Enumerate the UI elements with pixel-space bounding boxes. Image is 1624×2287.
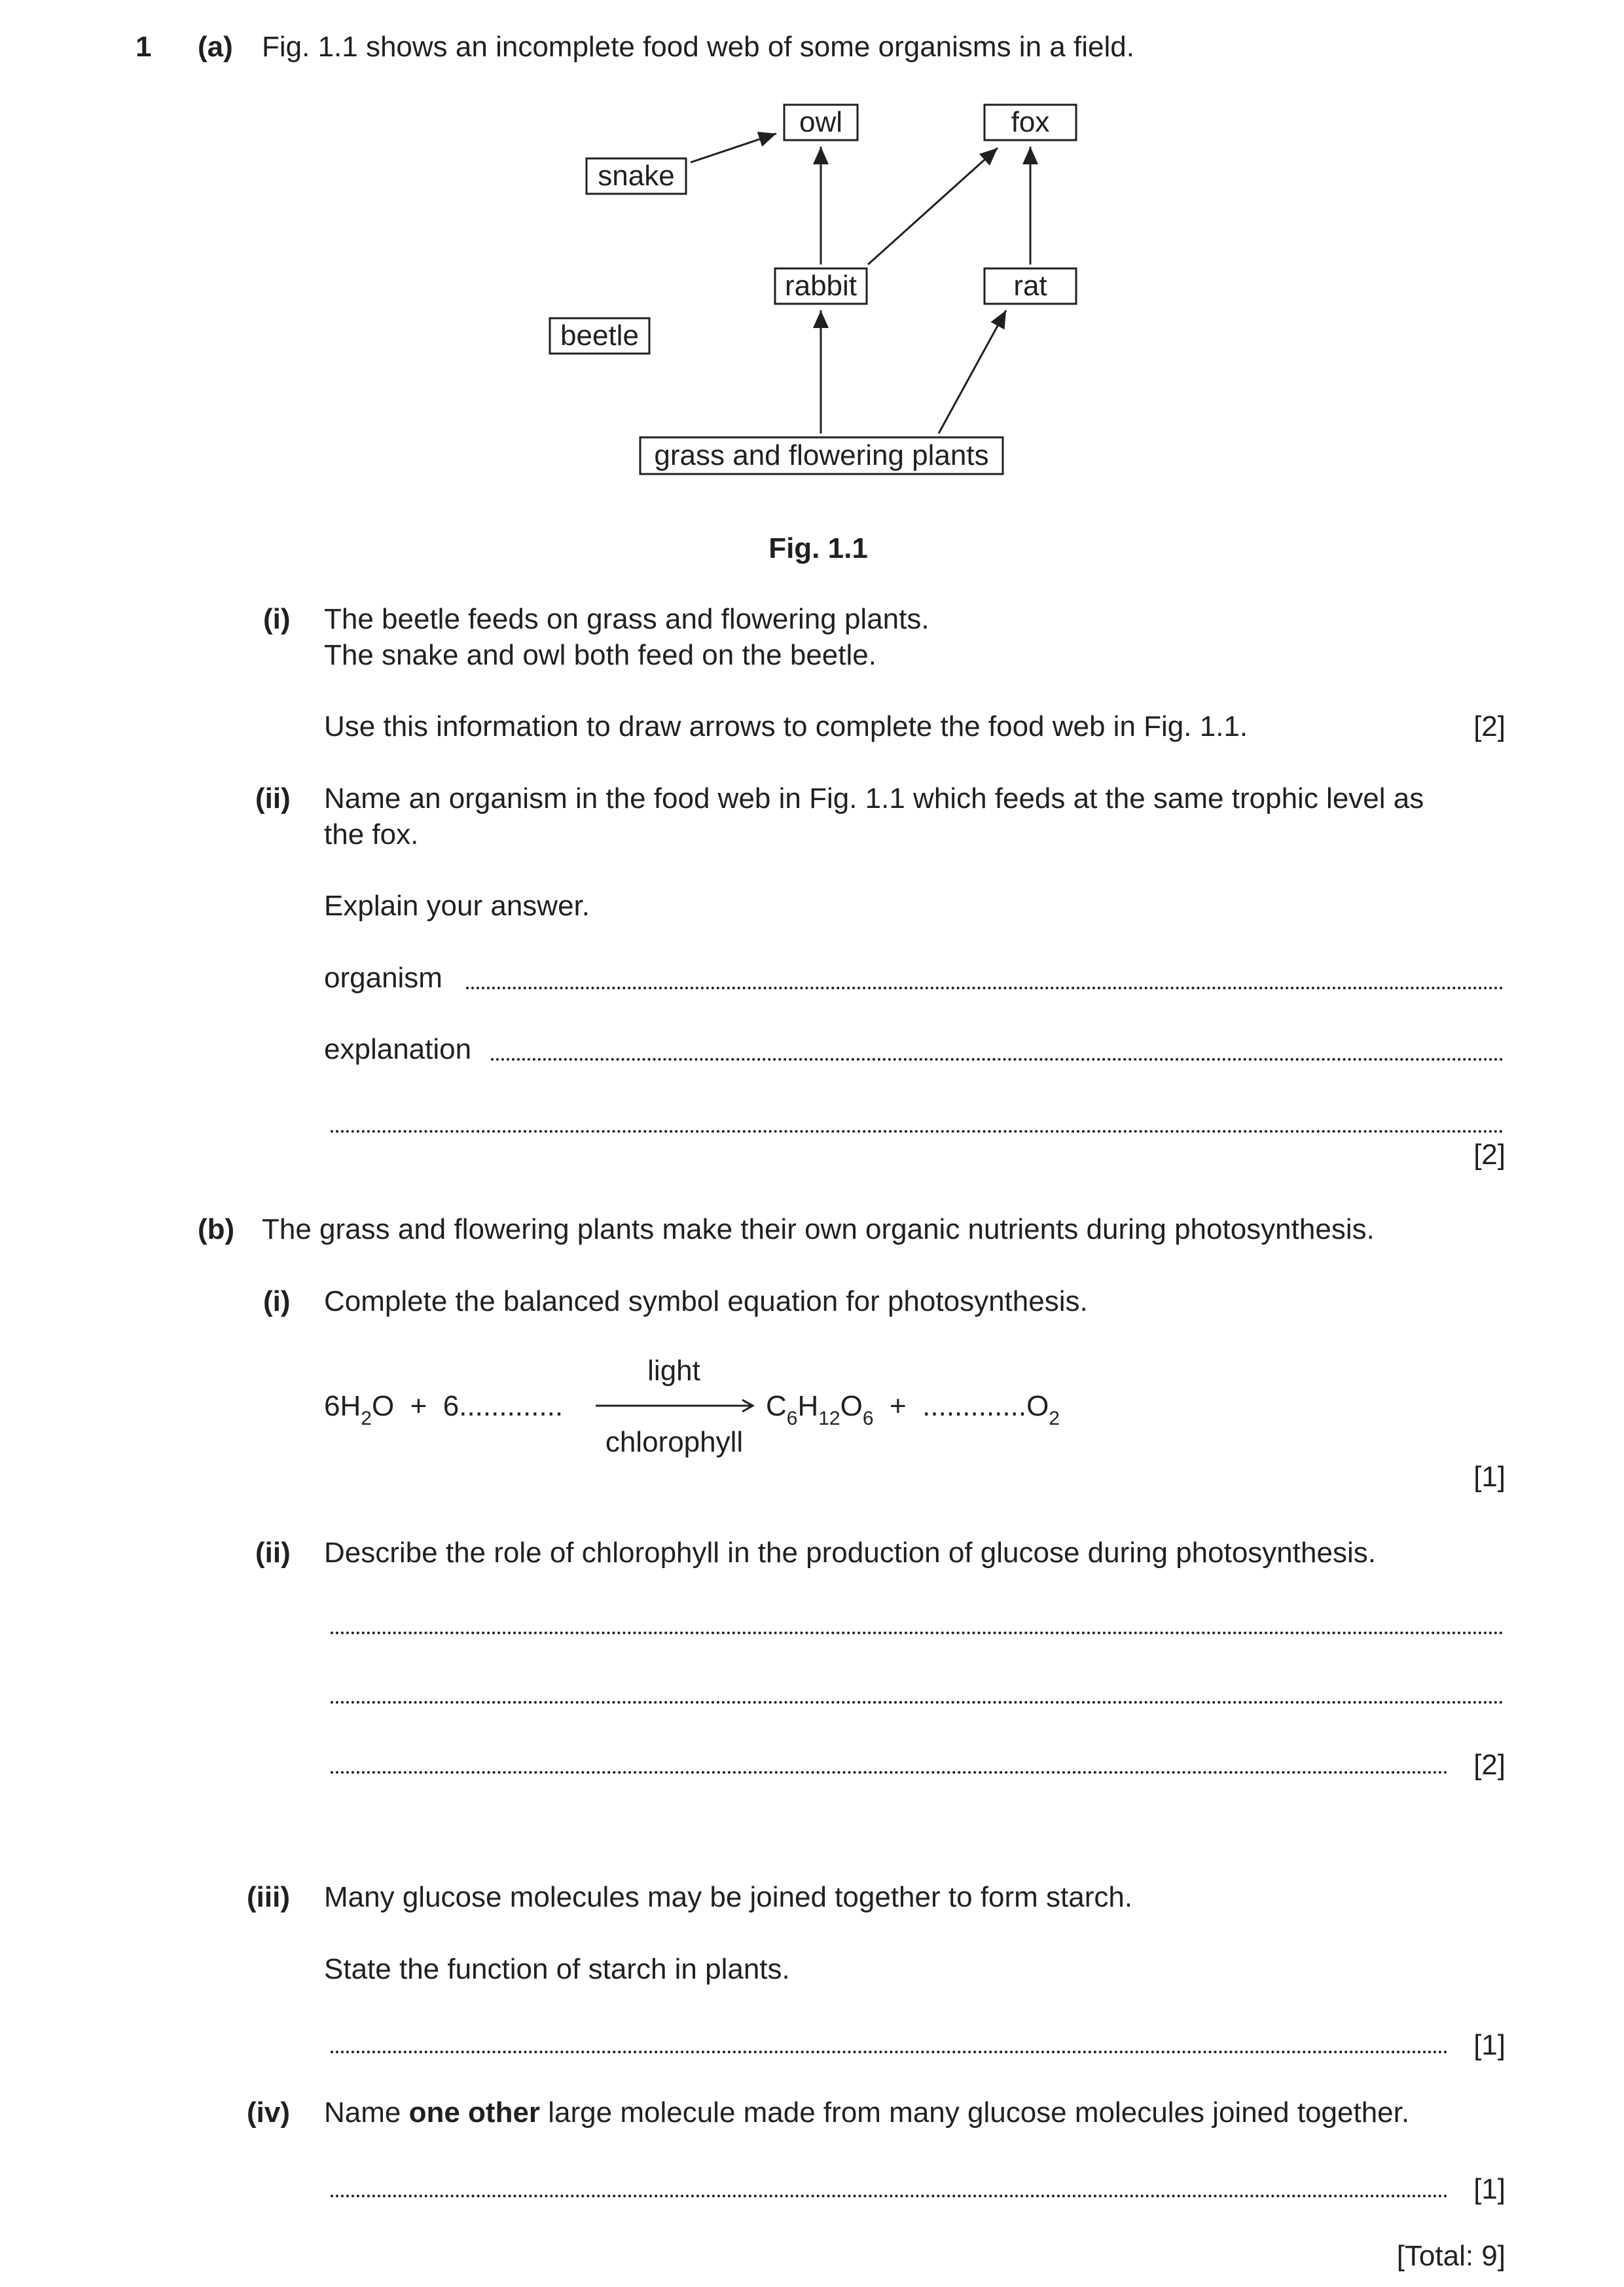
part-b-label: (b)	[198, 1213, 235, 1245]
owl-label: owl	[799, 106, 843, 138]
part-a-i-marks: [2]	[1473, 710, 1506, 742]
part-b-iii-text: Many glucose molecules may be joined together to form starch.	[324, 1881, 1133, 1913]
part-b-ii-text: Describe the role of chlorophyll in the production of glucose during photosynthesis.	[324, 1537, 1376, 1569]
explanation-answer-line-1[interactable]	[491, 1058, 1504, 1061]
equation-blank-product[interactable]: .............	[922, 1390, 1027, 1422]
part-b-ii-answer-line-2[interactable]	[331, 1701, 1504, 1704]
part-b-i-text: Complete the balanced symbol equation for photosynthesis.	[324, 1285, 1088, 1317]
snake-label: snake	[598, 160, 675, 192]
part-b-iv-marks: [1]	[1473, 2173, 1506, 2205]
rat-label: rat	[1013, 270, 1047, 302]
part-a-i-line1: The beetle feeds on grass and flowering plants.	[324, 603, 929, 635]
part-a-i-line2: The snake and owl both feed on the beetle.	[324, 639, 876, 671]
part-b-ii-answer-line-1[interactable]	[331, 1632, 1504, 1634]
equation-reactants: $6H_2O + 6$.............	[324, 1390, 564, 1429]
fox-label: fox	[1011, 106, 1050, 138]
part-b-i-label: (i)	[263, 1285, 291, 1317]
part-a-i-instruction: Use this information to draw arrows to complete the food web in Fig. 1.1.	[324, 710, 1248, 742]
part-b-i-marks: [1]	[1473, 1461, 1506, 1493]
part-a-ii-marks: [2]	[1473, 1139, 1506, 1171]
part-a-ii-line2: the fox.	[324, 818, 419, 851]
figure-caption: Fig. 1.1	[768, 532, 868, 564]
part-a-i-label: (i)	[263, 603, 291, 635]
beetle-label: beetle	[560, 320, 639, 352]
part-a-stem: Fig. 1.1 shows an incomplete food web of some organisms in a field.	[262, 31, 1134, 63]
part-b-iv-text-post: large molecule made from many glucose molecules joined together.	[540, 2096, 1410, 2129]
part-b-iii-label: (iii)	[247, 1881, 290, 1913]
plants-label: grass and flowering plants	[654, 439, 989, 471]
part-b-iv-text-bold: one other	[408, 2096, 541, 2129]
part-b-iii-marks: [1]	[1473, 2029, 1506, 2061]
equation-products: $C_6H_{12}O_6 + .............O_2$	[766, 1390, 1060, 1429]
part-b-iv-answer-line[interactable]	[331, 2195, 1448, 2197]
arrow-plants-to-rat	[939, 310, 1006, 433]
part-b-ii-label: (ii)	[255, 1537, 291, 1569]
arrow-snake-to-owl	[691, 134, 776, 162]
rabbit-label: rabbit	[784, 270, 857, 302]
question-number: 1	[135, 31, 152, 63]
explanation-answer-line-2[interactable]	[331, 1130, 1504, 1133]
part-b-ii-answer-line-3[interactable]	[331, 1771, 1448, 1774]
equation-blank-reactant[interactable]: .............	[459, 1390, 564, 1422]
part-a-label: (a)	[198, 31, 233, 63]
equation-arrow	[594, 1398, 758, 1414]
part-a-ii-label: (ii)	[255, 782, 291, 814]
organism-label: organism	[324, 962, 442, 994]
part-a-ii-line1: Name an organism in the food web in Fig. 1.1 which feeds at the same trophic level as	[324, 782, 1424, 814]
part-a-ii-explain: Explain your answer.	[324, 890, 590, 922]
part-b-iii-prompt: State the function of starch in plants.	[324, 1953, 790, 1985]
part-b-iv-text	[324, 2096, 1409, 2131]
part-b-stem: The grass and flowering plants make their own organic nutrients during photosynthesis.	[262, 1213, 1375, 1245]
equation-over-arrow: light	[647, 1355, 700, 1387]
part-b-iv-label: (iv)	[247, 2096, 290, 2129]
part-b-ii-marks: [2]	[1473, 1749, 1506, 1781]
equation-under-arrow: chlorophyll	[605, 1426, 744, 1458]
arrow-rabbit-to-fox	[868, 148, 998, 265]
explanation-label: explanation	[324, 1033, 472, 1065]
part-b-iii-answer-line[interactable]	[331, 2051, 1448, 2053]
total-marks: [Total: 9]	[1396, 2240, 1506, 2272]
part-b-iv-text-pre: Name	[324, 2096, 409, 2129]
organism-answer-line[interactable]	[466, 987, 1504, 989]
